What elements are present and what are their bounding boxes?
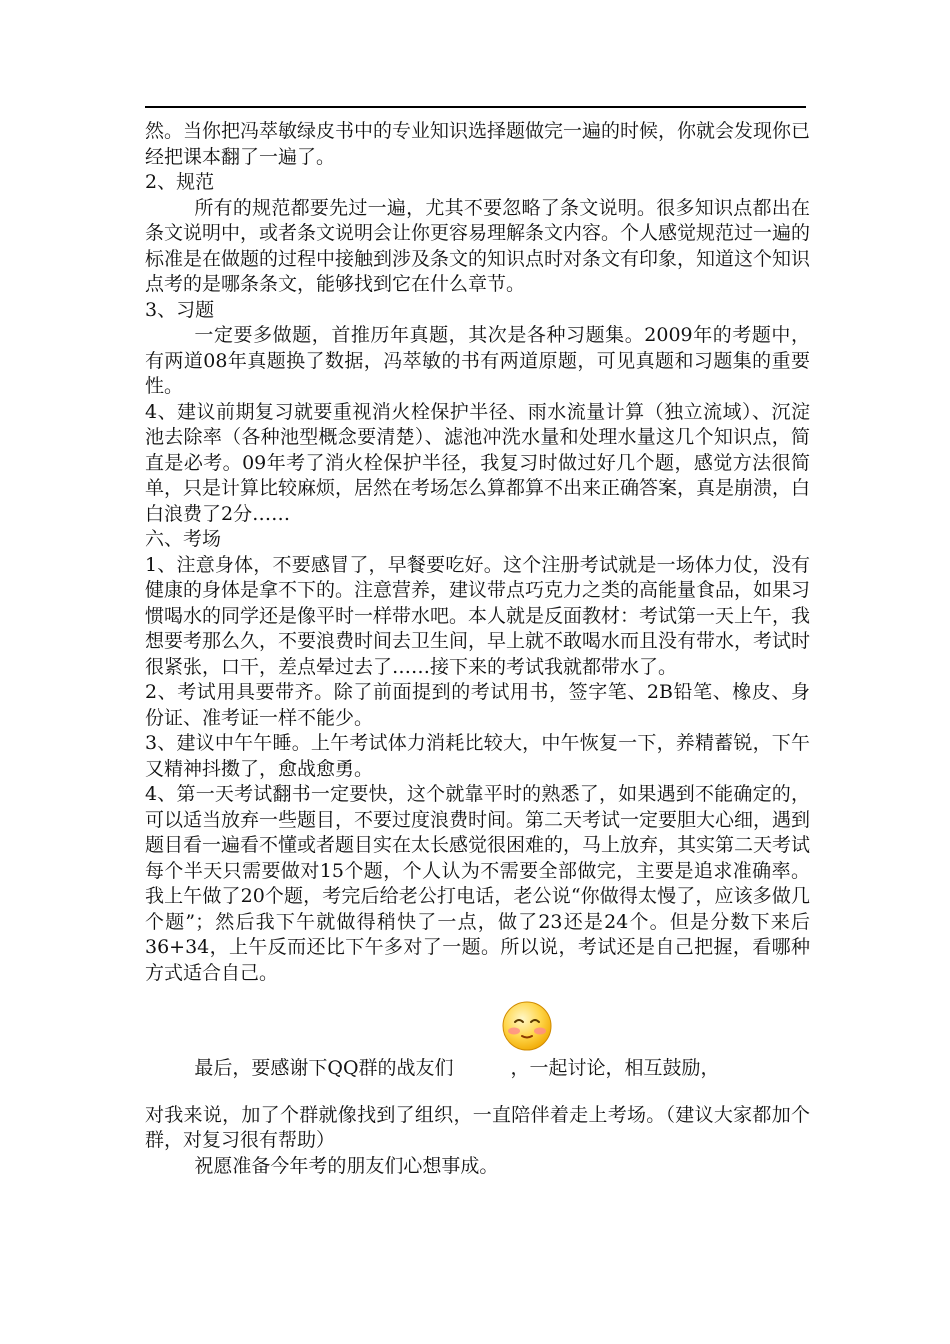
closing-wishes: 祝愿准备今年考的朋友们心想事成。 (194, 1154, 499, 1177)
heading-guifan: 2、规范 (145, 171, 215, 193)
paragraph-xiti: 一定要多做题，首推历年真题，其次是各种习题集。2009年的考题中，有两道08年真题换了数据，冯萃敏的书有两道原题，可见真题和习题集的重要性。 (145, 324, 810, 397)
paragraph-kaochang-1: 1、注意身体，不要感冒了，早餐要吃好。这个注册考试就是一场体力仗，没有健康的身体是拿不下的。注意营养，建议带点巧克力之类的高能量食品，如果习惯喝水的同学还是像平时一样带水吧。本人就是反面教材：考试第一天上午，我想要考那么久，不要浪费时间去卫生间，早上就不敢喝水而且没有带水，考试时很紧张，口干，差点晕过去了……接下来的考试我就都带水了。 (145, 553, 811, 678)
emoji-row (145, 1000, 810, 1056)
heading-kaochang: 六、考场 (145, 528, 222, 550)
paragraph-kaochang-3: 3、建议中午午睡。上午考试体力消耗比较大，中午恢复一下，养精蓄锐，下午又精神抖擞了，愈战愈勇。 (145, 732, 810, 780)
spacer (145, 1082, 810, 1103)
paragraph-kaochang-4: 4、第一天考试翻书一定要快，这个就靠平时的熟悉了，如果遇到不能确定的，可以适当放弃一些题目，不要过度浪费时间。第二天考试一定要胆大心细，遇到题目看一遍看不懂或者题目实在太长感觉很困难的，马上放弃，其实第二天考试每个半天只需要做对15个题，个人认为不需要全部做完，主要是追求准确率。我上午做了20个题，考完后给老公打电话，老公说“你做得太慢了，应该多做几个题”；然后我下午就做得稍快了一点，做了23还是24个。但是分数下来后36+34，上午反而还比下午多对了一题。所以说，考试还是自己把握，看哪种方式适合自己。 (145, 783, 811, 984)
paragraph-item-4: 4、建议前期复习就要重视消火栓保护半径、雨水流量计算（独立流域）、沉淀池去除率（各种池型概念要清楚）、滤池冲洗水量和处理水量这几个知识点，简直是必考。09年考了消火栓保护半径，我复习时做过好几个题，感觉方法很简单，只是计算比较麻烦，居然在考场怎么算都算不出来正确答案，真是崩溃，白白浪费了2分…… (145, 400, 811, 525)
header-rule (145, 106, 806, 108)
closing-group: 对我来说，加了个群就像找到了组织，一直陪伴着走上考场。（建议大家都加个群，对复习很有帮助） (145, 1103, 810, 1151)
document-body (145, 119, 810, 1179)
closing-thanks: 最后，要感谢下QQ群的战友们 ，一起讨论，相互鼓励， (194, 1057, 720, 1079)
paragraph-guifan: 所有的规范都要先过一遍，尤其不要忽略了条文说明。很多知识点都出在条文说明中，或者条文说明会让你更容易理解条文内容。个人感觉规范过一遍的标准是在做题的过程中接触到涉及条文的知识点时对条文有印象，知道这个知识点考的是哪条条文，能够找到它在什么章节。 (145, 196, 811, 295)
heading-xiti: 3、习题 (145, 298, 215, 321)
paragraph-continued: 然。当你把冯萃敏绿皮书中的专业知识选择题做完一遍的时候，你就会发现你已经把课本翻了一遍了。 (145, 120, 811, 168)
paragraph-kaochang-2: 2、考试用具要带齐。除了前面提到的考试用书，签字笔、2B铅笔、橡皮、身份证、准考证一样不能少。 (145, 681, 810, 729)
smiling-face-icon (501, 1000, 553, 1052)
